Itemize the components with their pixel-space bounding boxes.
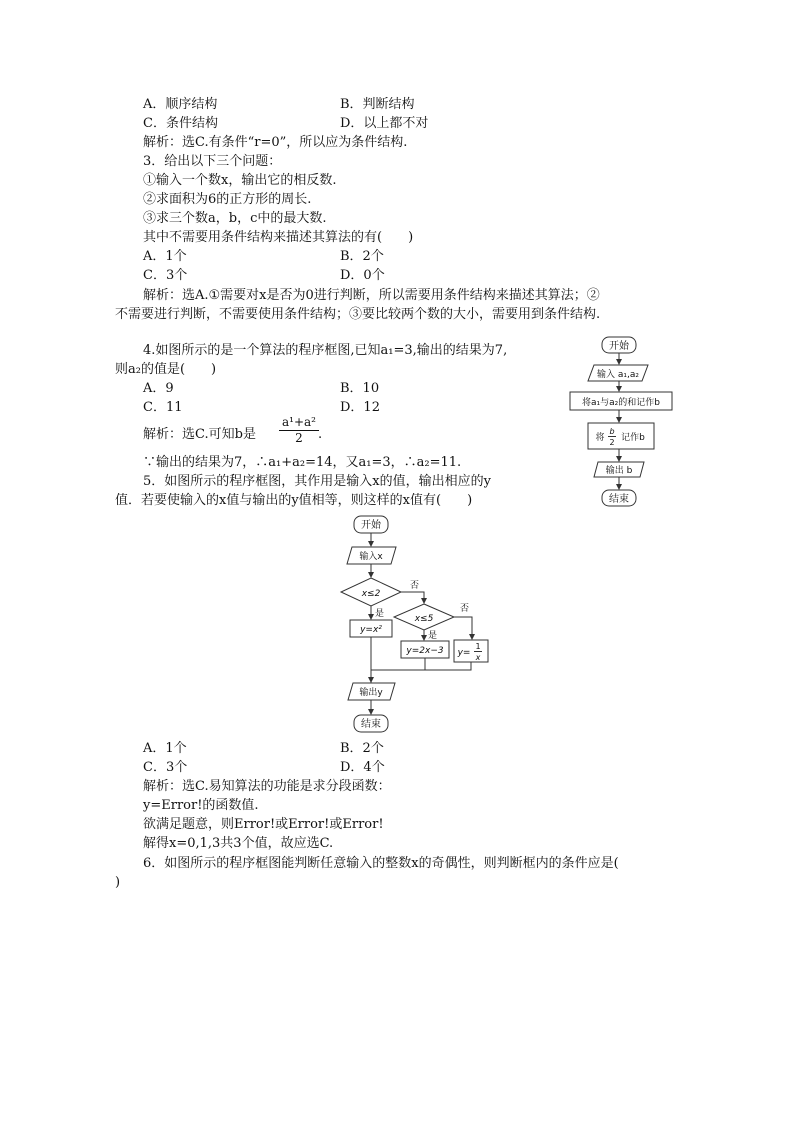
q2-option-a: A．顺序结构 [143,97,218,112]
q5-flow-input-text: 输入x [359,552,383,562]
q5-flow-yes2-label: 是 [428,631,438,641]
q2-option-c: C．条件结构 [143,116,218,131]
q2-option-b: B．判断结构 [340,97,415,112]
q5-option-c: C．3个 [143,760,188,775]
q5-option-a: A．1个 [143,741,187,756]
q4-fraction [277,415,321,445]
q4-flow-output-text: 输出 b [605,466,633,476]
q2-option-d: D．以上都不对 [340,116,429,131]
q4-fraction-numerator: a¹+a² [282,415,316,429]
q3-option-a: A．1个 [143,249,187,264]
q3-option-b: B．2个 [340,249,384,264]
q4-flow-start-text: 开始 [609,341,629,352]
q5-flow-box1-text: y=x² [360,625,382,635]
q3-item-2: ②求面积为6的正方形的周长. [143,192,312,207]
q5-stem-line2: 值．若要使输入的x值与输出的y值相等，则这样的x值有( ) [115,493,473,508]
q5-stem-line1: 5．如图所示的程序框图，其作用是输入x的值，输出相应的y [143,474,491,489]
q4-stem-line2: 则a₂的值是( ) [115,362,217,377]
q5-analysis-line1: 解析：选C.易知算法的功能是求分段函数： [143,779,391,794]
q5-option-b: B．2个 [340,741,384,756]
q4-option-d: D．12 [340,400,380,415]
q3-analysis-line1: 解析：选A.①需要对x是否为0进行判断，所以需要用条件结构来描述其算法；② [143,288,600,303]
q5-flow-end-text: 结束 [361,719,381,730]
q5-flow-yes1-label: 是 [375,609,385,619]
q4-fraction-denominator: 2 [295,431,303,445]
q4-analysis-prefix: 解析：选C.可知b是 [143,427,256,442]
q4-flow-step1-text: 将a₁与a₂的和记作b [582,398,660,408]
q5-flowchart [330,512,490,737]
q4-flow-step2-num: b [609,427,615,436]
q5-flow-no1-label: 否 [410,581,420,591]
q3-stem: 3．给出以下三个问题： [143,154,282,169]
q5-flow-cond2-text: x≤5 [414,614,434,624]
q5-flow-box3-pre: y= [457,648,471,658]
q5-analysis-line3: 欲满足题意，则Error!或Error!或Error! [143,817,384,832]
q5-analysis-line2: y=Error!的函数值. [143,798,259,813]
q4-analysis-line2: ∵输出的结果为7，∴a₁+a₂=14，又a₁=3，∴a₂=11. [143,455,462,470]
q4-flow-step2-den: 2 [609,438,615,447]
q3-ask: 其中不需要用条件结构来描述其算法的有( ) [143,230,414,245]
q6-stem-line1: 6．如图所示的程序框图能判断任意输入的整数x的奇偶性，则判断框内的条件应是( [143,856,619,871]
q3-option-c: C．3个 [143,268,188,283]
q4-flow-input-text: 输入 a₁,a₂ [597,370,639,380]
q5-flow-no2-label: 否 [460,604,470,614]
q6-stem-line2: ) [115,875,121,890]
q3-analysis-line2: 不需要进行判断，不需要使用条件结构；③要比较两个数的大小，需要用到条件结构. [115,307,601,322]
q5-flow-cond1-text: x≤2 [361,589,381,599]
q5-flow-box3-den: x [475,653,481,662]
q3-item-3: ③求三个数a，b，c中的最大数. [143,211,327,226]
q4-option-c: C．11 [143,400,183,415]
q5-analysis-line4: 解得x=0,1,3共3个值，故应选C. [143,836,334,851]
q2-analysis: 解析：选C.有条件“r=0”，所以应为条件结构. [143,135,408,150]
q5-flow-output-text: 输出y [359,688,383,698]
q3-item-1: ①输入一个数x，输出它的相反数. [143,173,337,188]
q3-option-d: D．0个 [340,268,385,283]
q4-flowchart [560,333,690,513]
q4-fraction-period: . [318,427,323,442]
q4-option-b: B．10 [340,381,380,396]
q5-flow-box3-num: 1 [475,642,481,651]
q5-flow-start-text: 开始 [361,520,381,531]
q5-option-d: D．4个 [340,760,385,775]
q4-option-a: A．9 [143,381,174,396]
q4-stem-line1: 4.如图所示的是一个算法的程序框图,已知a₁=3,输出的结果为7, [143,343,508,358]
q5-flow-box2-text: y=2x−3 [406,646,444,656]
q4-flow-end-text: 结束 [609,494,629,505]
q4-flow-step2-post: 记作b [621,433,645,443]
q4-flow-step2-pre: 将 [595,433,605,443]
